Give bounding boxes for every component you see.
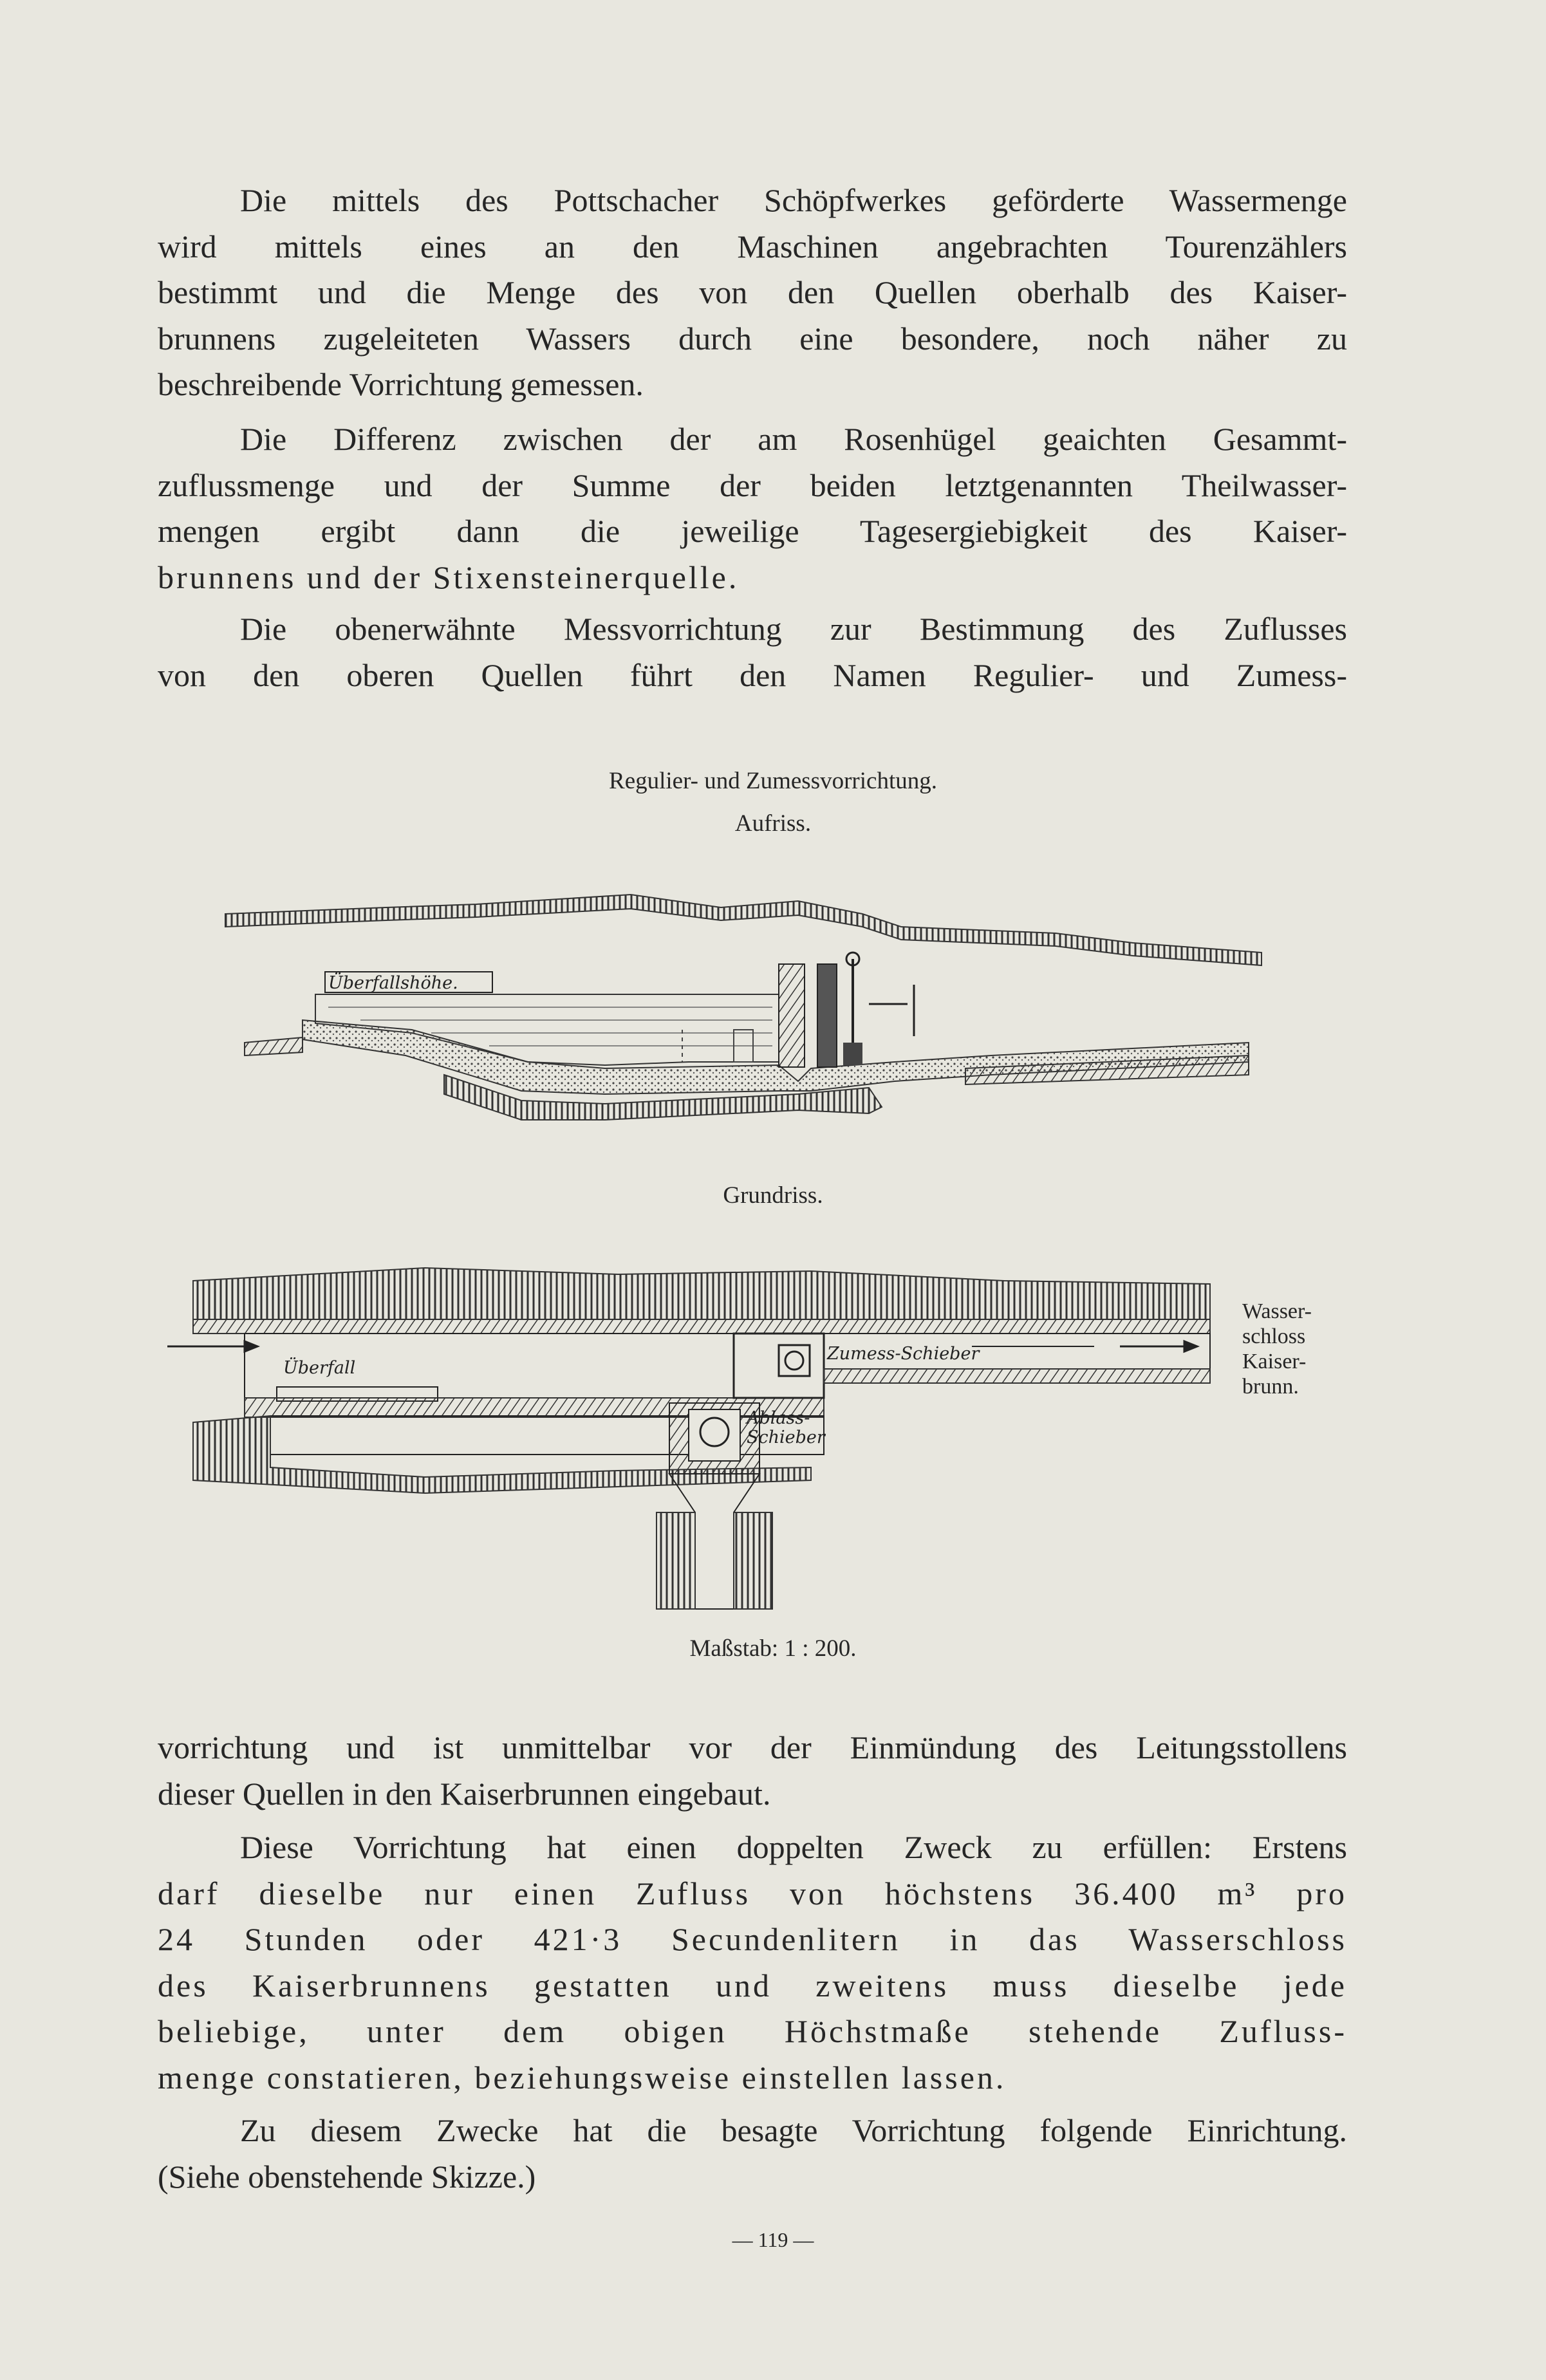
text-line: 24 Stunden oder 421·3 Secundenlitern in das Wasserschloss <box>158 1921 1347 1957</box>
text-line: bestimmt und die Menge des von den Quellen oberhalb des Kaiser- <box>158 274 1347 310</box>
text-line: brunnens zugeleiteten Wassers durch eine besondere, noch näher zu <box>158 320 1347 357</box>
text-line: beliebige, unter dem obigen Höchstmaße stehende Zufluss- <box>158 2013 1347 2049</box>
text-line: menge constatieren, beziehungsweise einstellen lassen. <box>158 2059 1007 2096</box>
plan-top-wall <box>193 1268 1210 1319</box>
text-line: Die Differenz zwischen der am Rosenhügel geaichten Gesammt- <box>240 421 1347 457</box>
page-number: — 119 — <box>732 2228 814 2251</box>
label-drain-gate-2: Schieber <box>747 1427 825 1447</box>
paragraph-5 <box>158 1825 1347 2101</box>
text-line: (Siehe obenstehende Skizze.) <box>158 2158 536 2195</box>
scale-label: Maßstab: 1 : 200. <box>689 1635 857 1662</box>
elevation-drawing <box>219 869 1274 1139</box>
terrain-top <box>225 895 1262 965</box>
paragraph-3 <box>158 606 1347 698</box>
side-label-line: schloss <box>1242 1325 1306 1348</box>
text-line: Die mittels des Pottschacher Schöpfwerkes geförderte Wassermenge <box>240 182 1347 218</box>
text-line: mengen ergibt dann die jeweilige Tagesergiebigkeit des Kaiser- <box>158 513 1347 549</box>
text-line: Die obenerwähnte Messvorrichtung zur Bestimmung des Zuflusses <box>240 611 1347 647</box>
label-metering-gate: Zumess-Schieber <box>827 1344 980 1364</box>
text-line: zuflussmenge und der Summe der beiden letztgenannten Theilwasser- <box>158 467 1347 503</box>
figure-title: Regulier- und Zumessvorrichtung. <box>609 768 937 794</box>
label-drain-gate-1: Ablass- <box>747 1408 810 1428</box>
side-label <box>1242 1299 1312 1399</box>
paragraph-6 <box>158 2108 1347 2200</box>
side-label-line: brunn. <box>1242 1375 1299 1399</box>
paragraph-2 <box>158 416 1347 600</box>
plan-caption: Grundriss. <box>723 1182 823 1209</box>
label-overflow-height: Überfallshöhe. <box>328 973 458 993</box>
label-overflow: Überfall <box>283 1358 356 1378</box>
text-line: dieser Quellen in den Kaiserbrunnen eingebaut. <box>158 1775 771 1812</box>
text-line: Zu diesem Zwecke hat die besagte Vorrichtung folgende Einrichtung. <box>240 2112 1347 2148</box>
paragraph-4 <box>158 1725 1347 1817</box>
elevation-caption: Aufriss. <box>734 810 812 837</box>
side-label-line: Wasser- <box>1242 1299 1312 1323</box>
text-line: brunnens und der Stixensteinerquelle. <box>158 559 740 595</box>
text-line: Diese Vorrichtung hat einen doppelten Zweck zu erfüllen: Erstens <box>240 1829 1347 1865</box>
text-line: beschreibende Vorrichtung gemessen. <box>158 366 644 402</box>
plan-drawing <box>167 1255 1236 1622</box>
text-line: darf dieselbe nur einen Zufluss von höchstens 36.400 m³ pro <box>158 1875 1347 1911</box>
text-line: des Kaiserbrunnens gestatten und zweitens muss dieselbe jede <box>158 1967 1347 2003</box>
paragraph-1 <box>158 178 1347 408</box>
text-line: vorrichtung und ist unmittelbar vor der Einmündung des Leitungsstollens <box>158 1729 1347 1765</box>
side-label-line: Kaiser- <box>1242 1350 1307 1373</box>
text-line: von den oberen Quellen führt den Namen Regulier- und Zumess- <box>158 656 1347 693</box>
text-line: wird mittels eines an den Maschinen angebrachten Tourenzählers <box>158 228 1347 265</box>
